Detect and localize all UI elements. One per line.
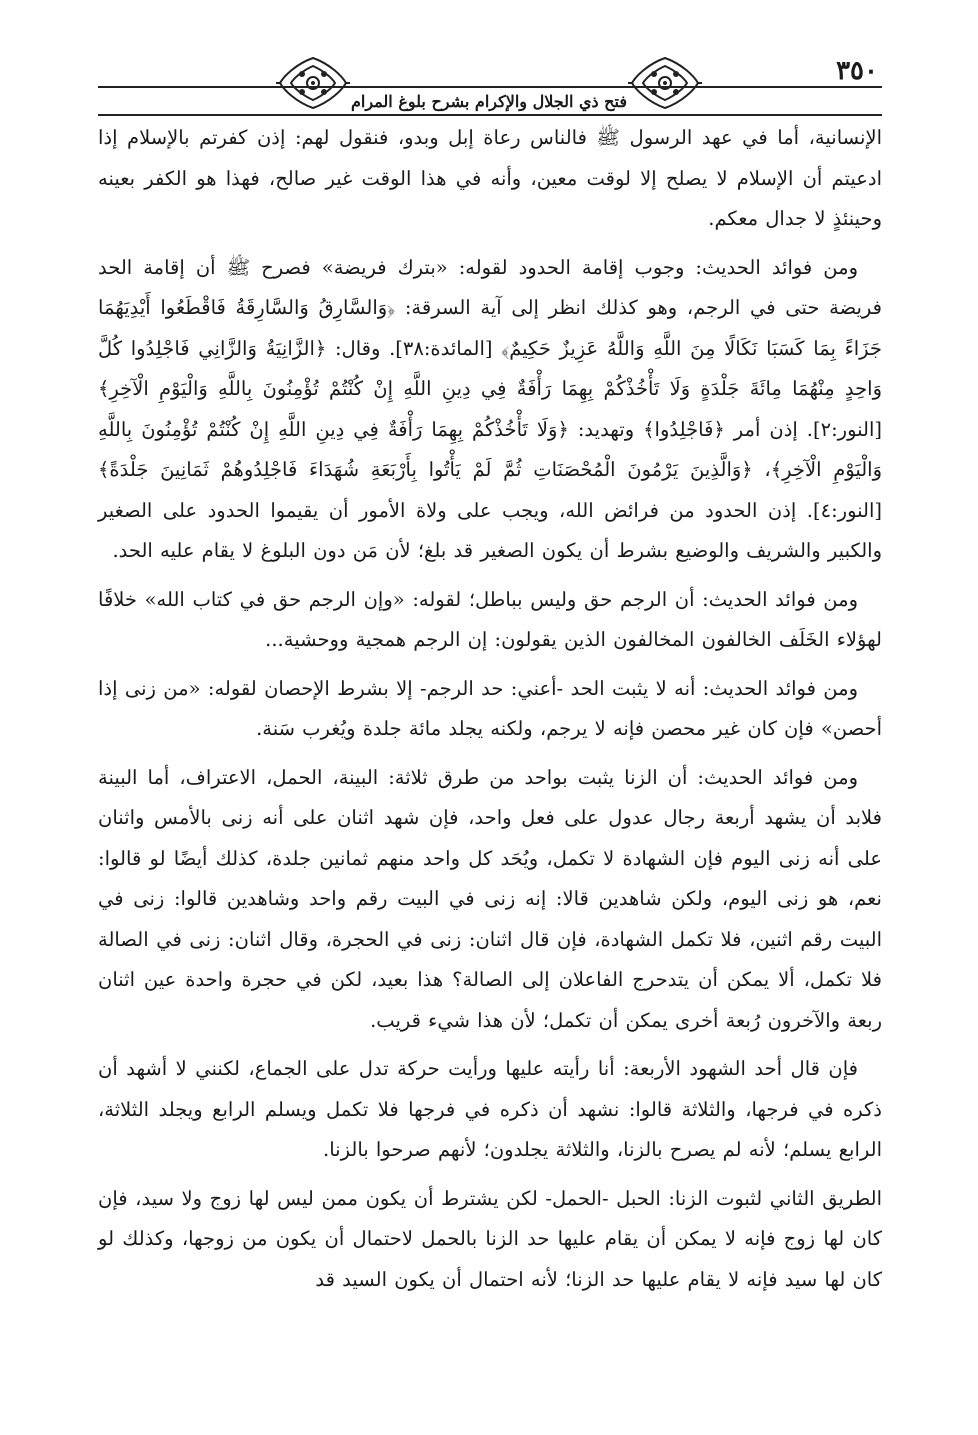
paragraph: فإن قال أحد الشهود الأربعة: أنا رأيته عليها ورأيت حركة تدل على الجماع، لكنني لا أشهد أن ذكره في فرجها، والثلاثة قالوا: نشهد أن ذكره في فرجها فلا تكمل ويسلم الرابع ويجلد الثلاثة، الرابع يسلم؛ لأنه لم يصرح بالزنا، والثلاثة يجلدون؛ لأنهم صرحوا بالزنا. [98,1057,882,1161]
page-number: ٣٥٠ [836,56,878,86]
header-rule-top [98,86,882,88]
paragraph: ومن فوائد الحديث: أنه لا يثبت الحد -أعني: حد الرجم- إلا بشرط الإحصان لقوله: «من زنى إذا أحصن» فإن كان غير محصن فإنه لا يرجم، ولكنه يجلد مائة جلدة ويُغرب سَنة. [98,676,882,740]
paragraph: الطريق الثاني لثبوت الزنا: الحبل -الحمل- لكن يشترط أن يكون ممن ليس لها زوج ولا سيد، فإن كان لها زوج فإنه لا يمكن أن يقام عليها حد الزنا بالحمل لاحتمال أن يكون من زوجها، وكذلك لو كان لها سيد فإنه لا يقام عليها حد الزنا؛ لأنه احتمال أن يكون السيد قد [98,1186,882,1291]
page-body [98,118,882,1308]
page-header [98,44,882,116]
header-rule-bottom [98,114,882,116]
paragraph: الإنسانية، أما في عهد الرسول ﷺ فالناس رعاة إبل وبدو، فنقول لهم: إذن كفرتم بالإسلام إذا ادعيتم أن الإسلام لا يصلح إلا لوقت معين، وأنه في هذا الوقت غير صالح، فهذا هو الكفر بعينه وحينئذٍ لا جدال معكم. [98,126,882,230]
paragraph: ومن فوائد الحديث: وجوب إقامة الحدود لقوله: «بترك فريضة» فصرح ﷺ أن إقامة الحد فريضة حتى في الرجم، وهو كذلك انظر إلى آية السرقة: ﴿وَالسَّارِقُ وَالسَّارِقَةُ فَاقْطَعُوا أَيْدِيَهُمَا جَزَاءً بِمَا كَسَبَا نَكَالًا مِنَ اللَّهِ وَاللَّهُ عَزِيزٌ حَكِيمٌ﴾ [المائدة:٣٨]. وقال: ﴿الزَّانِيَةُ وَالزَّانِي فَاجْلِدُوا كُلَّ وَاحِدٍ مِنْهُمَا مِائَةَ جَلْدَةٍ وَلَا تَأْخُذْكُمْ بِهِمَا رَأْفَةٌ فِي دِينِ اللَّهِ إِنْ كُنْتُمْ تُؤْمِنُونَ بِاللَّهِ وَالْيَوْمِ الْآخِرِ﴾ [النور:٢]. إذن أمر ﴿فَاجْلِدُوا﴾ وتهديد: ﴿وَلَا تَأْخُذْكُمْ بِهِمَا رَأْفَةٌ فِي دِينِ اللَّهِ إِنْ كُنْتُمْ تُؤْمِنُونَ بِاللَّهِ وَالْيَوْمِ الْآخِرِ﴾، ﴿وَالَّذِينَ يَرْمُونَ الْمُحْصَنَاتِ ثُمَّ لَمْ يَأْتُوا بِأَرْبَعَةِ شُهَدَاءَ فَاجْلِدُوهُمْ ثَمَانِينَ جَلْدَةً﴾ [النور:٤]. إذن الحدود من فرائض الله، ويجب على ولاة الأمور أن يقيموا الحدود على الصغير والكبير والشريف والوضيع بشرط أن يكون الصغير قد بلغ؛ لأن مَن دون البلوغ لا يقام عليه الحد. [98,255,882,562]
running-title: فتح ذي الجلال والإكرام بشرح بلوغ المرام [351,92,627,111]
paragraph: ومن فوائد الحديث: أن الزنا يثبت بواحد من طرق ثلاثة: البينة، الحمل، الاعتراف، أما البينة فلابد أن يشهد أربعة رجال عدول على فعل واحد، فإن شهد اثنان على أنه زنى بالأمس واثنان على أنه زنى اليوم فإن الشهادة لا تكمل، ويُحَد كل واحد منهم ثمانين جلدة، كذلك أيضًا لو قالوا: نعم، هو زنى اليوم، ولكن شاهدين قالا: إنه زنى في البيت رقم واحد وشاهدين قالوا: زنى في البيت رقم اثنين، فلا تكمل الشهادة، فإن قال اثنان: زنى في الحجرة، وقال اثنان: زنى في الصالة فلا تكمل، ألا يمكن أن يتدحرج الفاعلان إلى الصالة؟ هذا بعيد، لكن في حجرة واحدة عين اثنان ربعة والآخرون رُبعة أخرى يمكن أن تكمل؛ لأن هذا شيء قريب. [98,765,882,1032]
floral-ornament-icon [628,54,702,112]
floral-ornament-icon [276,54,350,112]
paragraph: ومن فوائد الحديث: أن الرجم حق وليس بباطل؛ لقوله: «وإن الرجم حق في كتاب الله» خلافًا لهؤلاء الخَلَف الخالفون المخالفون الذين يقولون: إن الرجم همجية ووحشية... [98,587,882,651]
